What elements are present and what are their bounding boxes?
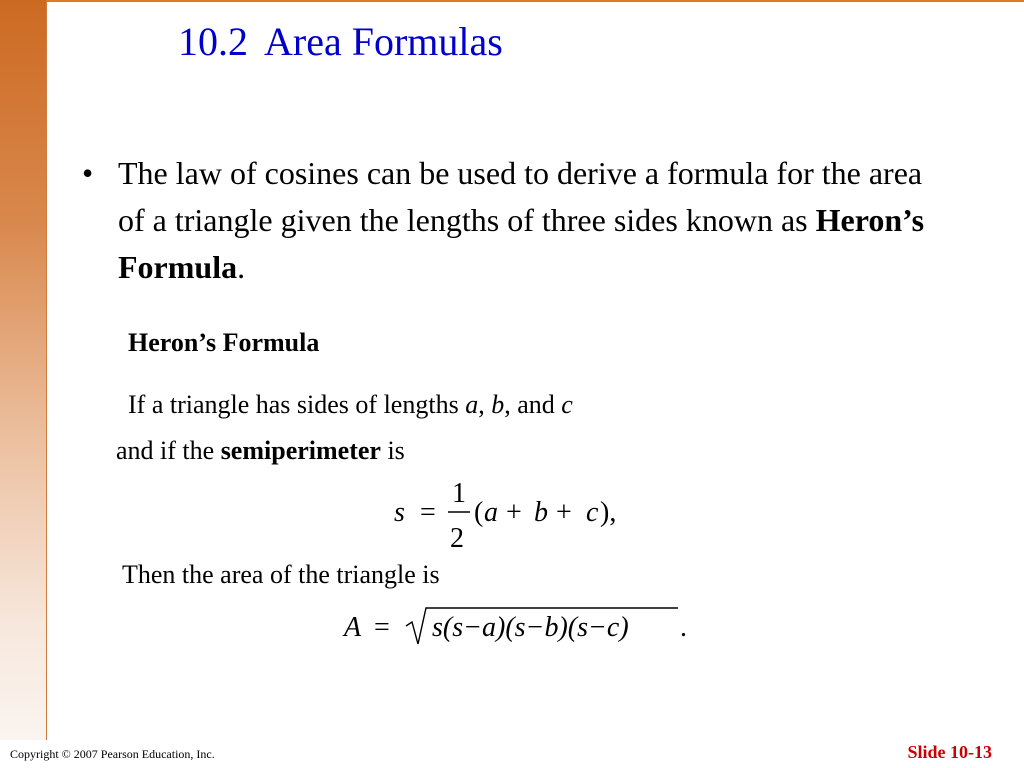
bullet-text-bold: Heron’s Formula	[118, 202, 925, 285]
title-text: Area Formulas	[264, 19, 503, 64]
bullet-text	[118, 150, 948, 291]
slide-title	[178, 18, 503, 65]
copyright: Copyright © 2007 Pearson Education, Inc.	[10, 747, 215, 761]
slide-number: Slide 10-13	[907, 742, 992, 762]
bullet-text-main: The law of cosines can be used to derive a formula for the area of a triangle given the lengths of three sides known as	[118, 155, 923, 238]
section-number: 10.2	[178, 19, 248, 64]
semiperimeter-sentence	[116, 436, 405, 466]
left-gradient-band	[0, 0, 46, 740]
semi-bold: semiperimeter	[220, 436, 381, 465]
formula-A-eq: =	[374, 612, 390, 643]
herons-formula	[340, 600, 720, 650]
formula-A-period: .	[680, 612, 687, 643]
formula-s-close: ),	[600, 497, 617, 528]
formula-A-radicand: s(s−a)(s−b)(s−c)	[432, 612, 629, 643]
heron-heading: Heron’s Formula	[128, 328, 320, 357]
var-a: a	[465, 390, 479, 419]
formula-s-a: a	[484, 497, 498, 528]
formula-s-c: c	[586, 497, 599, 528]
semiperimeter-formula	[380, 470, 670, 550]
semi-text-before: and if the	[116, 436, 221, 465]
bullet-icon: •	[82, 155, 94, 191]
sides-text: If a triangle has sides of lengths	[128, 390, 466, 419]
formula-s-plus2: +	[556, 497, 572, 528]
top-rule	[0, 0, 1024, 2]
formula-s-lhs: s	[394, 497, 405, 528]
var-c: c	[561, 390, 573, 419]
left-band-border	[46, 0, 47, 740]
formula-s-plus1: +	[506, 497, 522, 528]
area-sentence: Then the area of the triangle is	[122, 560, 440, 589]
var-b: b	[491, 390, 505, 419]
formula-s-eq: =	[420, 497, 436, 528]
formula-s-denominator: 2	[450, 523, 464, 550]
bullet-text-end: .	[237, 249, 246, 285]
sep-1: ,	[478, 390, 492, 419]
formula-A-lhs: A	[344, 612, 362, 643]
formula-s-b: b	[534, 497, 548, 528]
sep-2: , and	[504, 390, 562, 419]
sides-sentence	[128, 390, 573, 420]
formula-s-open: (	[474, 497, 484, 528]
semi-text-after: is	[380, 436, 405, 465]
formula-s-numerator: 1	[452, 478, 466, 509]
